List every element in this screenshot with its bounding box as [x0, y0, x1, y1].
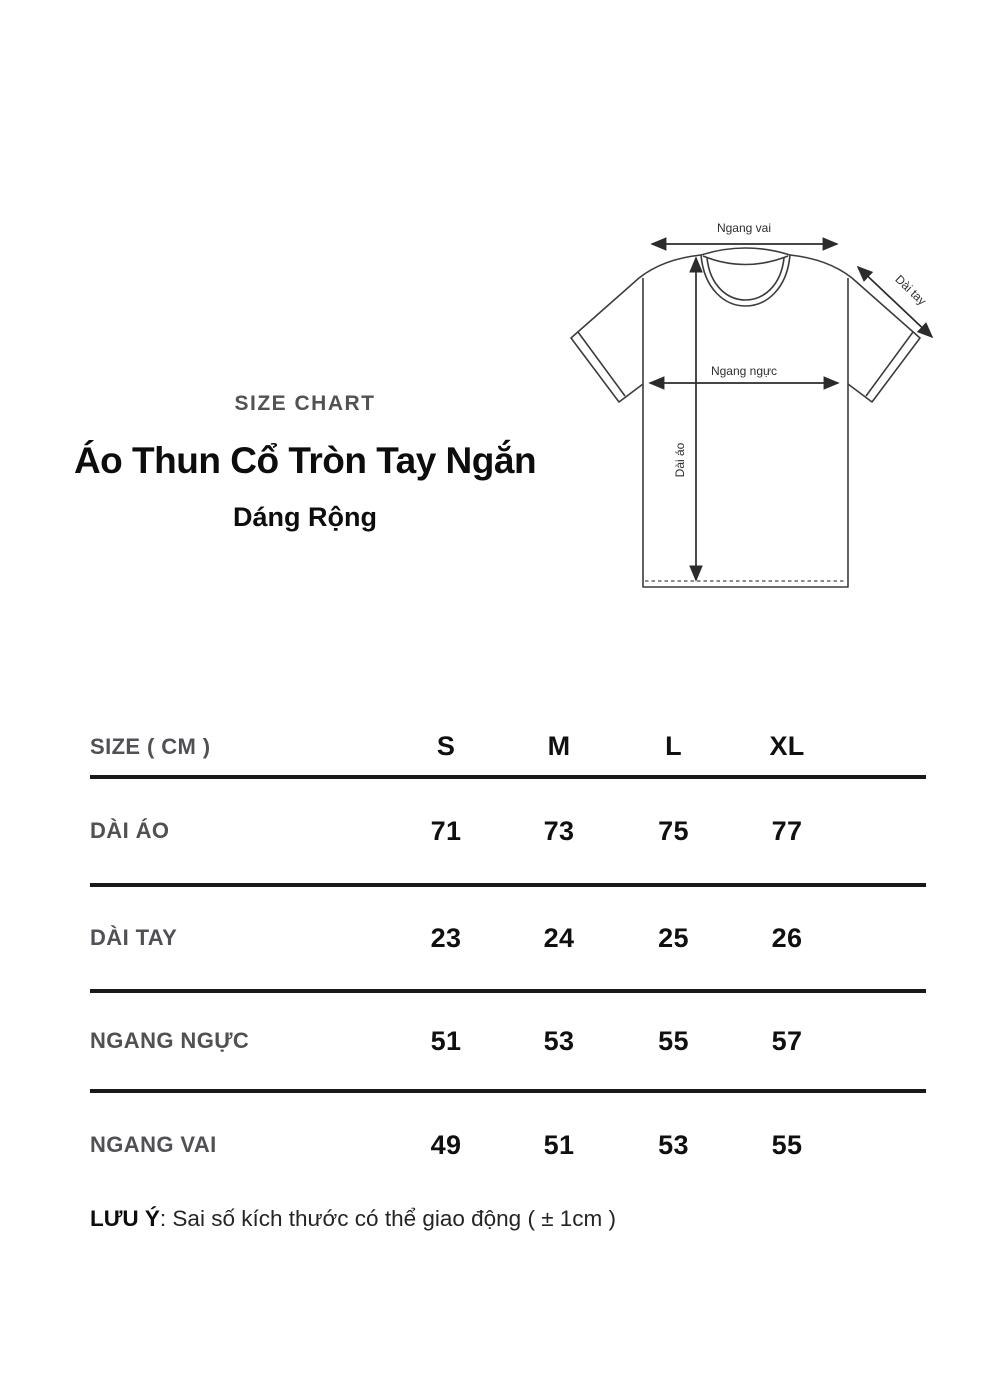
cell-value: 51 [543, 1129, 575, 1160]
product-title: Áo Thun Cổ Tròn Tay Ngắn [73, 440, 537, 481]
cell-value: 53 [543, 1025, 575, 1056]
cell-value: 23 [430, 922, 462, 953]
tshirt-diagram-svg [545, 210, 965, 625]
cell-value: 73 [543, 815, 575, 846]
column-header-m: M [547, 731, 571, 761]
table-row-shoulder-width [90, 1093, 926, 1197]
cell-value: 24 [543, 922, 575, 953]
note-label: LƯU Ý [90, 1206, 160, 1231]
note-text: : Sai số kích thước có thể giao động ( ± 1cm ) [159, 1206, 617, 1231]
tolerance-note [90, 1206, 616, 1232]
row-label: DÀI TAY [90, 925, 178, 950]
cell-value: 75 [658, 815, 689, 846]
cell-value: 55 [771, 1129, 803, 1160]
table-row-shirt-length [90, 779, 926, 887]
row-label: NGANG VAI [90, 1132, 217, 1157]
tshirt-measurement-diagram [545, 210, 965, 625]
row-label: DÀI ÁO [90, 818, 170, 843]
cell-value: 57 [771, 1025, 803, 1056]
row-label: NGANG NGỰC [90, 1028, 250, 1053]
column-header-xl: XL [769, 731, 805, 761]
dimension-chest-width [650, 364, 838, 383]
cell-value: 71 [430, 815, 462, 846]
title-block [40, 392, 570, 533]
tshirt-outline [571, 248, 920, 587]
size-table [90, 718, 926, 1197]
cell-value: 55 [658, 1025, 689, 1056]
sleeve-length-label: Dài tay [892, 272, 930, 309]
shoulder-width-label: Ngang vai [716, 221, 772, 235]
size-unit-header: SIZE ( CM ) [90, 733, 211, 759]
cell-value: 77 [771, 815, 803, 846]
column-header-s: S [436, 731, 456, 761]
shirt-length-label: Dài áo [673, 442, 687, 478]
cell-value: 51 [430, 1025, 462, 1056]
cell-value: 49 [430, 1129, 462, 1160]
cell-value: 53 [658, 1129, 689, 1160]
column-header-l: L [665, 731, 682, 761]
table-row-chest-width [90, 993, 926, 1093]
dimension-shoulder-width [652, 221, 837, 244]
cell-value: 25 [658, 922, 689, 953]
product-fit-subtitle: Dáng Rộng [233, 502, 377, 532]
cell-value: 26 [771, 922, 803, 953]
dimension-sleeve-length [858, 267, 932, 337]
size-table-header-row [90, 718, 926, 779]
table-row-sleeve-length [90, 887, 926, 993]
chest-width-label: Ngang ngực [710, 364, 778, 378]
section-label: SIZE CHART [234, 392, 376, 415]
